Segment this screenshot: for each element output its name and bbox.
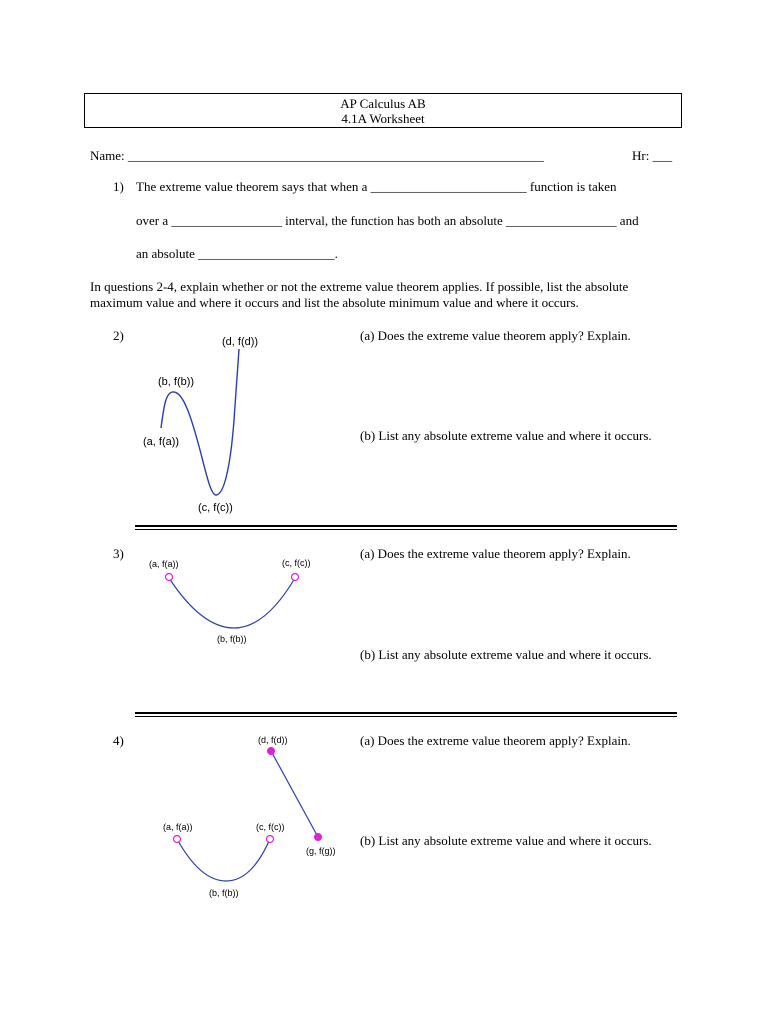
question-2-number: 2)	[113, 328, 124, 343]
q4-closed-point-d	[268, 748, 275, 755]
instructions-line-1: In questions 2-4, explain whether or not the extreme value theorem applies. If possible, list the absolute	[90, 279, 629, 294]
instructions-line-2: maximum value and where it occurs and list the absolute minimum value and where it occurs.	[90, 295, 579, 310]
course-title: AP Calculus AB	[340, 96, 426, 111]
q2-label-b: (b, f(b))	[158, 376, 195, 388]
q4-label-b: (b, f(b))	[209, 888, 239, 898]
question-4-curve	[177, 839, 270, 881]
question-4-graph	[150, 730, 350, 905]
q4-open-point-a	[174, 836, 181, 843]
question-3-curve	[169, 578, 295, 628]
question-2-part-b: (b) List any absolute extreme value and where it occurs.	[360, 428, 652, 443]
question-1-line-3: an absolute _____________________.	[136, 246, 338, 261]
q4-closed-point-g	[315, 834, 322, 841]
q3-label-c: (c, f(c))	[282, 558, 311, 568]
q2-label-a: (a, f(a))	[143, 436, 180, 448]
question-1-number: 1)	[113, 179, 124, 194]
q3-label-b: (b, f(b))	[217, 634, 247, 644]
q4-label-c: (c, f(c))	[256, 822, 285, 832]
question-1-line-1: The extreme value theorem says that when a ________________________ function is taken	[136, 179, 617, 194]
q2-label-d: (d, f(d))	[222, 336, 259, 348]
hour-field-label: Hr: ___	[632, 148, 673, 163]
q3-open-point-a	[166, 574, 173, 581]
question-1-line-2: over a _________________ interval, the function has both an absolute _________________ and	[136, 213, 639, 228]
question-4-number: 4)	[113, 733, 124, 748]
q3-open-point-c	[292, 574, 299, 581]
q4-label-a: (a, f(a))	[163, 822, 193, 832]
section-divider-1	[135, 525, 677, 530]
question-2-curve	[161, 349, 239, 495]
question-3-part-b: (b) List any absolute extreme value and where it occurs.	[360, 647, 652, 662]
question-2-part-a: (a) Does the extreme value theorem apply? Explain.	[360, 328, 631, 343]
q4-label-d: (d, f(d))	[258, 735, 288, 745]
q4-label-g: (g, f(g))	[306, 846, 336, 856]
worksheet-title: 4.1A Worksheet	[341, 111, 425, 126]
q2-label-c: (c, f(c))	[198, 502, 233, 514]
q3-label-a: (a, f(a))	[149, 559, 179, 569]
question-3-part-a: (a) Does the extreme value theorem apply? Explain.	[360, 546, 631, 561]
name-field-label: Name: ________________________________________________________________	[90, 148, 544, 163]
question-4-part-b: (b) List any absolute extreme value and where it occurs.	[360, 833, 652, 848]
question-3-graph	[140, 550, 330, 650]
section-divider-2	[135, 712, 677, 717]
question-2-graph	[130, 325, 290, 520]
worksheet-header	[84, 93, 682, 128]
question-3-number: 3)	[113, 546, 124, 561]
q4-open-point-c	[267, 836, 274, 843]
question-4-part-a: (a) Does the extreme value theorem apply? Explain.	[360, 733, 631, 748]
